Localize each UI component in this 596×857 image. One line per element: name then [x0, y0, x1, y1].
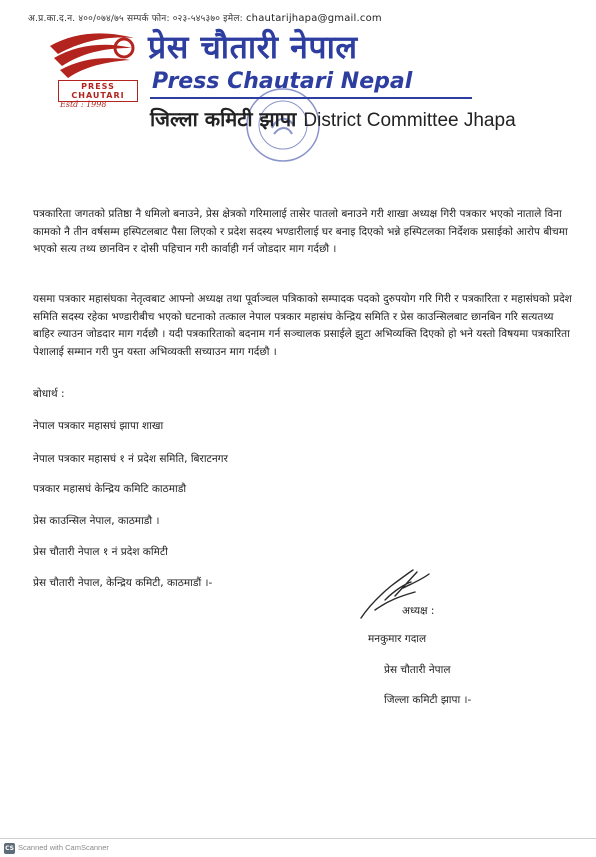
- committee-heading: [150, 105, 516, 135]
- cc-label: बोधार्थ :: [33, 388, 65, 400]
- scanner-footer: [0, 838, 596, 857]
- logo-established: Estd : 1998: [60, 100, 107, 109]
- cc-item: प्रेस काउन्सिल नेपाल, काठमाडौ ।: [33, 515, 160, 527]
- body-paragraph-2: यसमा पत्रकार महासंघका नेतृत्वबाट आफ्नो अध्यक्ष तथा पूर्वाञ्चल पत्रिकाको सम्पादक पदको दुरुपयोग गरि गिरी र पत्रकारिता र महासंघको प्रदेश समिति सदस्य रहेका भण्डारीबीच भएको घटनाको तत्काल नेपाल पत्रकार महासंघ केन्द्रिय समिति र प्रेस काउन्सिलबाट छानबिन गरि सत्यतथ्य बाहिर ल्याउन जोडदार माग गर्दछौ । यदी पत्रकारिताको बदनाम गर्न सञ्चालक प्रसाईले झुटा अभिव्यक्ति दिएको हो भने यस्तो विषयमा पत्रकारिता पेशालाई सम्मान गरी पुन यस्ता अभिव्यक्ती सच्याउन माग गर्दछौ ।: [33, 293, 572, 358]
- cc-item: प्रेस चौतारी नेपाल, केन्द्रिय कमिटी, काठमाडौं ।-: [33, 577, 213, 589]
- organization-name-english: Press Chautari Nepal: [152, 69, 413, 94]
- contact-line: [28, 11, 382, 24]
- committee-name-nepali: जिल्ला कमिटी झापा: [150, 107, 297, 131]
- cc-item: नेपाल पत्रकार महासघं झापा शाखा: [33, 420, 164, 432]
- signatory-title: अध्यक्ष :: [402, 605, 435, 617]
- organization-name-nepali: प्रेस चौतारी नेपाल: [148, 28, 358, 66]
- signatory-name: मनकुमार गदाल: [368, 633, 427, 645]
- camscanner-icon: CS: [5, 845, 14, 852]
- email-address: chautarijhapa@gmail.com: [245, 13, 382, 24]
- cc-item: नेपाल पत्रकार महासघं १ नं प्रदेश समिति, बिराटनगर: [33, 453, 228, 465]
- cc-item: पत्रकार महासघं केन्द्रिय कमिटि काठमाडौ: [33, 483, 187, 495]
- committee-name-english: District Committee Jhapa: [303, 110, 516, 131]
- scanner-watermark-text: Scanned with CamScanner: [18, 843, 109, 852]
- footer-divider: [0, 838, 596, 839]
- body-paragraph-1: पत्रकारिता जगतको प्रतिष्ठा नै धमिलो बनाउने, प्रेस क्षेत्रको गरिमालाई तासेर पातलो बनाउने गरी शाखा अध्यक्ष गिरी पत्रकार भएको नाताले विना कामको नै तीन वर्षसम्म हस्पिटलबाट पैसा लिएको र प्रदेश सदस्य भण्डारीलाई घर बनाइ दिएको भन्ने हस्पिटलका निर्देशक प्रसाईको आरोप बीचमा भएको सत्य तथ्य छानविन र दोसी पहिचान गरी कार्वाही गर्न जोडदार माग गर्दछौ ।: [33, 208, 568, 255]
- signatory-organization: प्रेस चौतारी नेपाल: [384, 664, 451, 676]
- cc-item: प्रेस चौतारी नेपाल १ नं प्रदेश कमिटी: [33, 546, 168, 558]
- contact-info: अ.प्र.का.द.न. ४००/०७४/७५ सम्पर्क फोन: ०२३-५४५३७० इमेल:: [28, 14, 243, 24]
- logo-caption: PRESS CHAUTARI: [58, 80, 138, 102]
- signatory-committee: जिल्ला कमिटी झापा ।-: [384, 694, 472, 706]
